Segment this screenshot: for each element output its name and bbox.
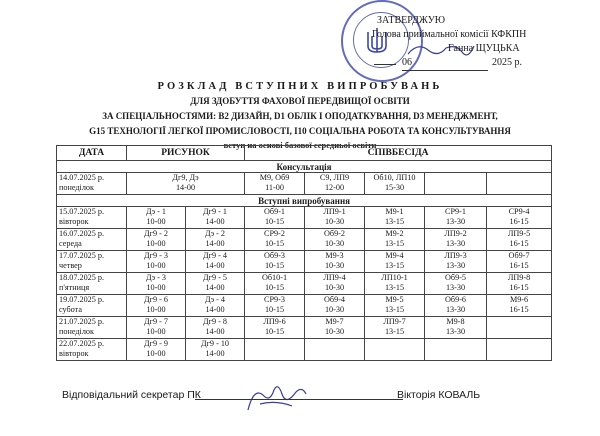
drawing-cell [186, 251, 245, 273]
drawing-time: 10-00 [146, 217, 166, 226]
interview-cell [245, 317, 305, 339]
drawing-time: 10-00 [146, 349, 166, 358]
interview-cell [487, 339, 552, 361]
drawing-cell [127, 339, 186, 361]
interview-cell [425, 339, 487, 361]
approval-year: 2025 р. [492, 57, 522, 68]
interview-cell [245, 229, 305, 251]
exam-date: 18.07.2025 р. [59, 273, 105, 282]
document-title [0, 79, 600, 152]
interview-group: ЛП9-1 [323, 207, 346, 216]
interview-time: 13-30 [445, 261, 466, 270]
drawing-time: 14-00 [205, 239, 225, 248]
exam-day: вівторок [59, 349, 89, 358]
interview-time: 10-30 [324, 305, 345, 314]
interview-time: 16-15 [509, 239, 529, 248]
exam-date: 22.07.2025 р. [59, 339, 105, 348]
footer-name: Вікторія КОВАЛЬ [397, 389, 481, 401]
interview-group: Об9-6 [445, 295, 467, 304]
interview-cell [305, 317, 365, 339]
interview-cell [305, 251, 365, 273]
interview-group: СР9-3 [264, 295, 285, 304]
interview-cell [425, 207, 487, 229]
interview-time: 13-15 [384, 305, 405, 314]
interview-cell [365, 207, 425, 229]
interview-cell [487, 251, 552, 273]
interview-group: СР9-1 [445, 207, 466, 216]
exam-date-cell [57, 207, 127, 229]
interview-cell [425, 273, 487, 295]
interview-group: Об9-2 [324, 229, 346, 238]
interview-time: 13-30 [445, 239, 466, 248]
interview-cell [365, 317, 425, 339]
drawing-group: Дг9 - 8 [203, 317, 227, 326]
consultation-time: 15-30 [384, 183, 405, 192]
exam-row [57, 251, 552, 273]
exam-day: субота [59, 305, 82, 314]
interview-time: 13-15 [384, 239, 405, 248]
drawing-time: 14-00 [205, 217, 225, 226]
interview-time: 10-15 [264, 305, 285, 314]
consultation-cell [305, 173, 365, 195]
interview-group: М9-2 [385, 229, 404, 238]
interview-cell [365, 251, 425, 273]
interview-group: СР9-2 [264, 229, 285, 238]
footer-label: Відповідальний секретар ПК [62, 389, 201, 401]
interview-time: 13-15 [384, 217, 405, 226]
footer [62, 389, 582, 401]
interview-cell [365, 273, 425, 295]
drawing-cell [186, 317, 245, 339]
interview-time: 13-15 [384, 283, 405, 292]
exam-row [57, 273, 552, 295]
section-consultation [57, 161, 552, 173]
drawing-time: 10-00 [146, 261, 166, 270]
interview-group: Об9-7 [508, 251, 530, 260]
drawing-time: 14-00 [205, 349, 225, 358]
consultation-drawing-cell [127, 173, 245, 195]
exam-row [57, 229, 552, 251]
interview-cell [365, 295, 425, 317]
interview-cell [365, 229, 425, 251]
drawing-group: Дг9 - 10 [200, 339, 230, 348]
consultation-day: понеділок [59, 183, 94, 192]
interview-time: 13-30 [445, 305, 466, 314]
interview-cell [365, 339, 425, 361]
interview-time: 10-30 [324, 261, 345, 270]
drawing-group: Дэ - 1 [145, 207, 166, 216]
drawing-cell [127, 229, 186, 251]
interview-time: 10-15 [264, 327, 285, 336]
header-drawing: РИСУНОК [127, 146, 245, 161]
drawing-cell [186, 295, 245, 317]
drawing-group: Дг9 - 6 [144, 295, 168, 304]
consultation-drawing-time: 14-00 [175, 183, 196, 192]
interview-group: М9-3 [325, 251, 344, 260]
interview-cell [487, 273, 552, 295]
exam-date: 16.07.2025 р. [59, 229, 105, 238]
header-interview: СПІВБЕСІДА [245, 146, 552, 161]
drawing-time: 14-00 [205, 261, 225, 270]
consultation-time: 12-00 [324, 183, 345, 192]
drawing-time: 10-00 [146, 283, 166, 292]
interview-time: 13-15 [384, 261, 405, 270]
interview-cell [487, 229, 552, 251]
drawing-cell [186, 339, 245, 361]
interview-time: 10-30 [324, 283, 345, 292]
section-consultation-label: Консультація [57, 161, 552, 173]
exam-date-cell [57, 317, 127, 339]
drawing-time: 10-00 [146, 239, 166, 248]
interview-group: ЛП9-7 [383, 317, 406, 326]
exam-date-cell [57, 295, 127, 317]
exam-date-cell [57, 273, 127, 295]
interview-group: ЛП9-6 [263, 317, 286, 326]
interview-time: 13-15 [384, 327, 405, 336]
interview-group: ЛП9-3 [444, 251, 467, 260]
interview-group: ЛП9-4 [323, 273, 346, 282]
drawing-cell [127, 295, 186, 317]
approval-block [372, 14, 594, 71]
interview-cell [487, 295, 552, 317]
exam-day: середа [59, 239, 82, 248]
interview-cell [245, 251, 305, 273]
interview-time: 10-30 [324, 327, 345, 336]
interview-time: 16-15 [509, 283, 529, 292]
drawing-group: Дг9 - 4 [203, 251, 227, 260]
drawing-cell [186, 273, 245, 295]
interview-cell [425, 229, 487, 251]
consultation-time: 11-00 [265, 183, 284, 192]
approval-date [372, 56, 594, 71]
interview-time: 16-15 [509, 261, 529, 270]
consultation-drawing-group: Дг9, Дэ [172, 173, 199, 182]
title-line-4: G15 ТЕХНОЛОГІЇ ЛЕГКОЇ ПРОМИСЛОВОСТІ, І10 СОЦІАЛЬНА РОБОТА ТА КОНСУЛЬТУВАННЯ [89, 126, 511, 136]
interview-cell [305, 207, 365, 229]
header-row [57, 146, 552, 161]
interview-group: ЛП9-2 [444, 229, 467, 238]
interview-cell [305, 339, 365, 361]
exam-day: понеділок [59, 327, 94, 336]
consultation-cell [365, 173, 425, 195]
drawing-group: Дг9 - 9 [144, 339, 168, 348]
drawing-time: 10-00 [146, 305, 166, 314]
interview-group: М9-6 [509, 295, 529, 304]
interview-group: Об9-1 [264, 207, 286, 216]
interview-group: ЛП10-1 [381, 273, 408, 282]
drawing-time: 10-00 [146, 327, 166, 336]
approval-position: Голова приймальної комісії КФКПН [372, 29, 527, 40]
exam-row [57, 339, 552, 361]
drawing-cell [127, 251, 186, 273]
interview-cell [305, 295, 365, 317]
interview-cell [487, 207, 552, 229]
title-line-3: ЗА СПЕЦІАЛЬНОСТЯМИ: В2 ДИЗАЙН, D1 ОБЛІК І ОПОДАТКУВАННЯ, D3 МЕНЕДЖМЕНТ, [102, 111, 498, 121]
interview-cell [487, 317, 552, 339]
interview-cell [245, 339, 305, 361]
title-main: РОЗКЛАД ВСТУПНИХ ВИПРОБУВАНЬ [157, 81, 443, 92]
interview-group: М9-8 [446, 317, 465, 326]
interview-group: М9-4 [385, 251, 404, 260]
interview-cell [425, 317, 487, 339]
approval-day [374, 64, 396, 65]
interview-time: 10-15 [264, 283, 285, 292]
interview-cell [245, 295, 305, 317]
approval-month-value: 06 [402, 57, 412, 68]
section-exams [57, 195, 552, 207]
interview-time: 10-15 [264, 261, 285, 270]
drawing-cell [127, 207, 186, 229]
approval-heading: ЗАТВЕРДЖУЮ [377, 15, 446, 26]
drawing-group: Дэ - 2 [205, 229, 226, 238]
consultation-cell [245, 173, 305, 195]
exam-day: п'ятниця [59, 283, 90, 292]
interview-time: 13-30 [445, 327, 466, 336]
interview-time: 13-30 [445, 283, 466, 292]
exam-date: 15.07.2025 р. [59, 207, 105, 216]
interview-time: 16-15 [509, 217, 529, 226]
header-date: ДАТА [57, 146, 127, 161]
signature-line [195, 399, 403, 400]
drawing-group: Дэ - 3 [145, 273, 166, 282]
drawing-group: Дг9 - 2 [144, 229, 168, 238]
interview-cell [425, 295, 487, 317]
exam-row [57, 317, 552, 339]
exam-row [57, 207, 552, 229]
interview-group: СР9-4 [508, 207, 530, 216]
drawing-group: Дг9 - 3 [144, 251, 168, 260]
interview-group: Об9-4 [324, 295, 346, 304]
drawing-group: Дг9 - 5 [203, 273, 227, 282]
consultation-group: М9, Об9 [259, 173, 290, 182]
exam-rows [57, 207, 552, 361]
title-line-5: вступ на основі базової середньої освіти [223, 140, 377, 150]
drawing-cell [127, 317, 186, 339]
drawing-cell [186, 207, 245, 229]
interview-time: 10-30 [324, 239, 345, 248]
title-line-2: ДЛЯ ЗДОБУТТЯ ФАХОВОЇ ПЕРЕДВИЩОЇ ОСВІТИ [190, 96, 410, 106]
interview-time: 16-15 [509, 305, 529, 314]
interview-group: М9-7 [325, 317, 344, 326]
drawing-cell [186, 229, 245, 251]
interview-time: 13-30 [445, 217, 466, 226]
schedule-table [56, 145, 552, 361]
consultation-group: Об10, ЛП10 [373, 173, 416, 182]
consultation-date-cell [57, 173, 127, 195]
exam-date: 19.07.2025 р. [59, 295, 105, 304]
interview-cell [245, 273, 305, 295]
exam-date-cell [57, 339, 127, 361]
interview-group: М9-5 [385, 295, 404, 304]
drawing-group: Дг9 - 7 [144, 317, 168, 326]
interview-cell [425, 251, 487, 273]
exam-date-cell [57, 229, 127, 251]
interview-group: Об10-1 [261, 273, 288, 282]
drawing-time: 14-00 [205, 305, 225, 314]
interview-group: ЛП9-8 [507, 273, 531, 282]
drawing-time: 14-00 [205, 283, 225, 292]
exam-date: 21.07.2025 р. [59, 317, 105, 326]
interview-time: 10-15 [264, 217, 285, 226]
exam-date: 17.07.2025 р. [59, 251, 105, 260]
drawing-group: Дг9 - 1 [203, 207, 227, 216]
empty-cell [487, 173, 552, 195]
consultation-group: С9, ЛП9 [319, 173, 350, 182]
drawing-time: 14-00 [205, 327, 225, 336]
section-exams-label: Вступні випробування [57, 195, 552, 207]
interview-group: Об9-5 [445, 273, 467, 282]
exam-day: вівторок [59, 217, 89, 226]
empty-cell [425, 173, 487, 195]
exam-row [57, 295, 552, 317]
exam-day: четвер [59, 261, 82, 270]
approval-month [402, 56, 488, 71]
approval-signatory: Ганна ЩУЦЬКА [448, 43, 520, 54]
interview-group: ЛП9-5 [507, 229, 531, 238]
drawing-cell [127, 273, 186, 295]
interview-group: Об9-3 [264, 251, 286, 260]
interview-time: 10-30 [324, 217, 345, 226]
interview-cell [305, 229, 365, 251]
drawing-group: Дэ - 4 [205, 295, 226, 304]
consultation-row [57, 173, 552, 195]
interview-cell [245, 207, 305, 229]
interview-group: М9-1 [385, 207, 404, 216]
interview-time: 10-15 [264, 239, 285, 248]
consultation-date: 14.07.2025 р. [59, 173, 105, 182]
exam-date-cell [57, 251, 127, 273]
interview-cell [305, 273, 365, 295]
